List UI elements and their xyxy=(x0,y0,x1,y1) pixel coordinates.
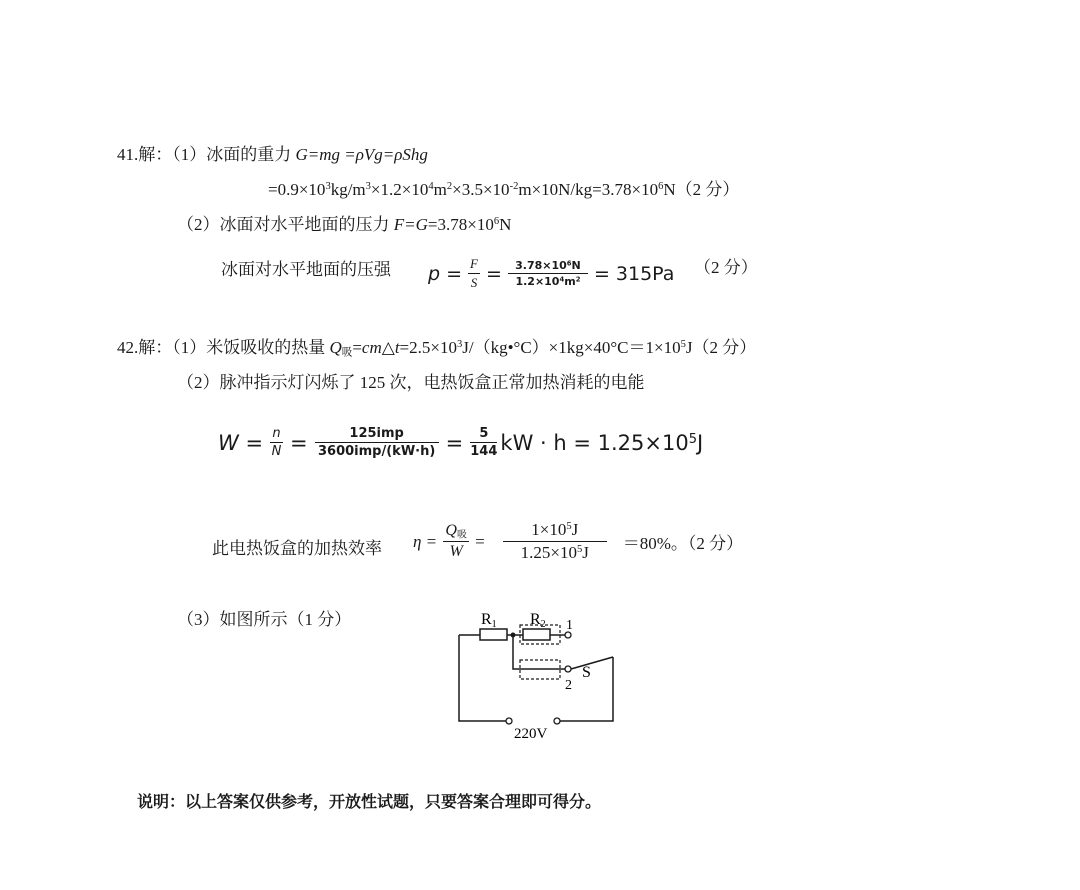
text-segment: J/（kg•°C）×1kg×40°C＝1×10 xyxy=(462,338,681,357)
exponent: 6 xyxy=(566,259,572,268)
supply-terminal-right xyxy=(554,718,560,724)
q42-energy-equation xyxy=(218,426,703,459)
text-segment: 1.2×10 xyxy=(515,275,560,288)
exponent: 5 xyxy=(688,431,697,447)
exponent: 3 xyxy=(325,181,331,193)
fraction-bar xyxy=(468,273,480,274)
fraction-numerator: 5 xyxy=(479,426,489,441)
fraction-bar xyxy=(503,541,607,542)
pressure-result: = 315Pa xyxy=(593,262,675,285)
fraction-5-over-144 xyxy=(470,426,497,459)
q41-p2-prefix: （2）冰面对水平地面的压力 xyxy=(177,215,394,234)
exponent: 5 xyxy=(566,521,572,533)
symbol-q: Q xyxy=(329,338,342,357)
q41-p2-value: =3.78×10 xyxy=(427,215,494,234)
fraction-n-over-N xyxy=(270,426,283,459)
exponent: 4 xyxy=(559,275,565,284)
text-segment: N（2 分） xyxy=(663,180,740,199)
q42-line1 xyxy=(117,337,756,359)
fraction-bar xyxy=(443,541,469,542)
text-segment: J（2 分） xyxy=(685,338,757,357)
fraction-numerator: n xyxy=(272,426,281,441)
efficiency-result: ＝80%。（2 分） xyxy=(622,534,744,553)
energy-result xyxy=(500,431,703,455)
fraction-imp xyxy=(315,426,439,459)
exponent: 2 xyxy=(575,275,581,284)
fraction-bar xyxy=(270,442,283,443)
label-r1: R1 xyxy=(481,611,497,630)
q42-efficiency-label: 此电热饭盒的加热效率 xyxy=(212,539,382,558)
exponent: 3 xyxy=(365,181,371,193)
supply-terminal-left xyxy=(506,718,512,724)
subscript: 吸 xyxy=(456,529,467,541)
left-wire xyxy=(459,635,506,721)
fraction-numerator xyxy=(531,520,578,540)
q41-label: 41.解： xyxy=(117,145,173,164)
text-segment: m xyxy=(564,275,576,288)
exponent: 5 xyxy=(576,544,583,556)
q42-line3: （3）如图所示（1 分） xyxy=(177,610,352,629)
text-segment: = xyxy=(352,338,362,357)
q42-efficiency-equation xyxy=(413,520,743,563)
equals-sign: = xyxy=(486,262,502,285)
text-segment: ×3.5×10 xyxy=(452,180,510,199)
fraction-values xyxy=(508,259,588,288)
label-switch-s: S xyxy=(582,664,591,681)
exponent: -2 xyxy=(509,181,519,193)
text-segment: J xyxy=(696,430,704,455)
q41-pressure-equation xyxy=(428,256,674,291)
q41-line1 xyxy=(117,144,428,166)
symbol-delta: △ xyxy=(381,338,395,357)
q42-line2: （2）脉冲指示灯闪烁了 125 次，电热饭盒正常加热消耗的电能 xyxy=(177,373,645,392)
label-terminal-1: 1 xyxy=(566,618,573,633)
text-segment: N xyxy=(571,259,581,272)
label-voltage: 220V xyxy=(514,726,548,742)
symbol-t: t xyxy=(394,338,400,357)
equals-sign: = xyxy=(290,430,308,455)
q41-pressure-label: 冰面对水平地面的压强 xyxy=(221,260,391,279)
text-segment: =2.5×10 xyxy=(399,338,457,357)
text-segment: kg/m xyxy=(330,180,366,199)
resistor-r1 xyxy=(480,629,507,640)
circuit-diagram xyxy=(450,605,630,745)
fraction-f-over-s xyxy=(468,256,480,291)
fraction-numerator: 125imp xyxy=(349,426,404,441)
exponent: 4 xyxy=(428,181,434,193)
junction-dot xyxy=(511,633,516,638)
fraction-denominator: W xyxy=(449,543,463,560)
label-terminal-2: 2 xyxy=(565,678,572,693)
text-segment: m×10N/kg=3.78×10 xyxy=(518,180,659,199)
exponent: 2 xyxy=(446,181,453,193)
exponent: 6 xyxy=(493,216,500,228)
text-segment: =0.9×10 xyxy=(268,180,326,199)
text-segment: （1）米饭吸收的热量 xyxy=(172,338,330,357)
q41-line3 xyxy=(177,214,511,236)
q41-pressure-score: （2 分） xyxy=(694,258,758,277)
fraction-bar xyxy=(315,442,439,443)
q41-p1-formula: G=mg =ρVg=ρShg xyxy=(295,145,428,164)
q41-p2-formula: F=G xyxy=(393,215,428,234)
fraction-denominator xyxy=(515,275,580,288)
fraction-bar xyxy=(508,273,588,274)
fraction-denominator: N xyxy=(271,444,282,459)
symbol-cm: cm xyxy=(361,338,382,357)
fraction-bar xyxy=(470,442,497,443)
fraction-denominator: 144 xyxy=(470,444,498,459)
text-segment: 3.78×10 xyxy=(515,259,567,272)
eta-lhs: η = xyxy=(413,531,438,551)
footer-note: 说明：以上答案仅供参考，开放性试题，只要答案合理即可得分。 xyxy=(137,792,602,811)
fraction-q-over-w xyxy=(443,522,469,561)
fraction-denominator xyxy=(521,543,589,563)
fraction-numerator: F xyxy=(470,256,478,271)
q41-p1-prefix: （1）冰面的重力 xyxy=(172,145,296,164)
equals-sign: = xyxy=(445,430,464,455)
exponent: 6 xyxy=(658,181,664,193)
label-r2: R2 xyxy=(530,611,546,630)
text-segment: 1.25×10 xyxy=(520,543,577,562)
q41-p2-unit: N xyxy=(499,215,512,234)
text-segment: ×1.2×10 xyxy=(370,180,429,199)
subscript: 吸 xyxy=(341,347,353,359)
q41-line2 xyxy=(268,179,739,201)
pressure-lhs: p = xyxy=(428,262,463,285)
fraction-denominator: 3600imp/(kW·h) xyxy=(318,444,436,459)
text-segment: J xyxy=(582,543,589,562)
equals-sign: = xyxy=(475,531,485,551)
switch-lever xyxy=(571,657,613,669)
fraction-denominator: S xyxy=(470,275,478,290)
text-segment: J xyxy=(571,520,579,539)
text-segment: kW · h = 1.25×10 xyxy=(500,430,689,455)
energy-lhs: W = xyxy=(218,430,264,455)
exponent: 3 xyxy=(456,339,463,351)
q42-label: 42.解： xyxy=(117,338,173,357)
text-segment: m xyxy=(433,180,447,199)
fraction-efficiency xyxy=(503,520,607,563)
exponent: 5 xyxy=(680,339,686,351)
terminal-2-contact xyxy=(565,666,571,672)
text-segment: 1×10 xyxy=(531,520,567,539)
fraction-numerator xyxy=(515,259,581,272)
symbol-q: Q xyxy=(445,522,457,539)
fraction-numerator xyxy=(445,522,466,540)
resistor-r2 xyxy=(523,629,550,640)
